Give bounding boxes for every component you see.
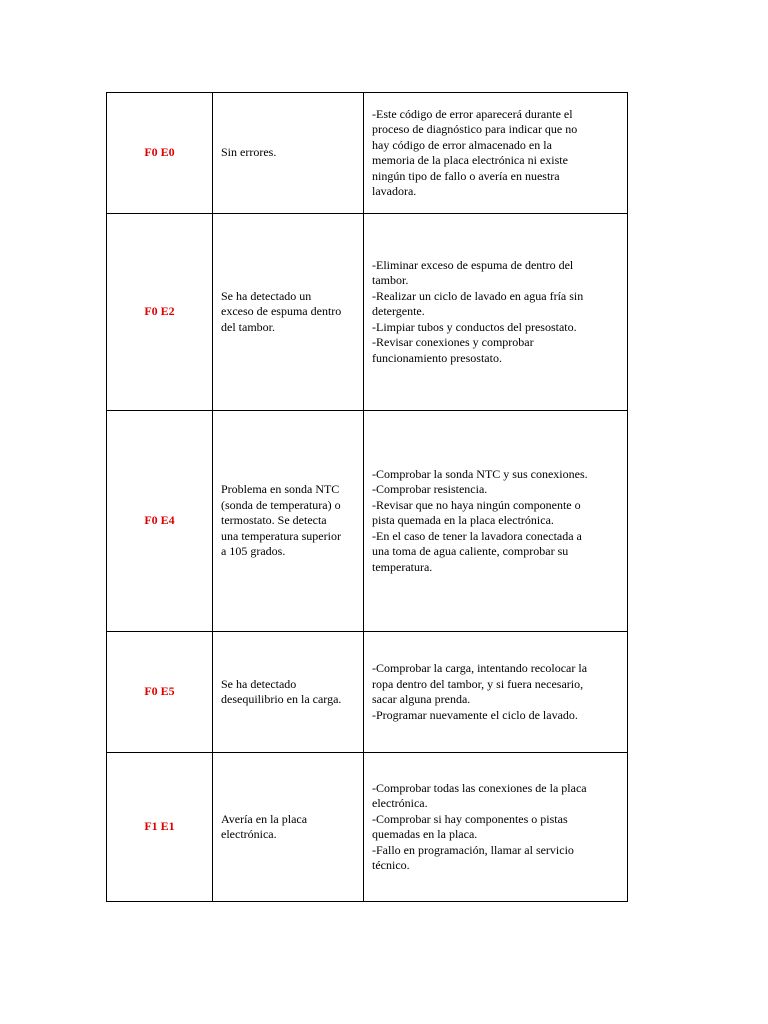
description-line: termostato. Se detecta — [221, 513, 327, 528]
action-line: -Este código de error aparecerá durante el — [372, 106, 573, 121]
error-code: F0 E5 — [107, 632, 213, 753]
action-line: ningún tipo de fallo o avería en nuestra — [372, 168, 560, 183]
action-line: quemadas en la placa. — [372, 827, 478, 841]
error-actions — [364, 93, 628, 214]
error-code-table-body — [107, 93, 628, 902]
error-code: F1 E1 — [107, 753, 213, 902]
action-line: -Comprobar resistencia. — [372, 482, 488, 497]
action-line: electrónica. — [372, 796, 428, 810]
table-row — [107, 93, 628, 214]
action-line: -Fallo en programación, llamar al servicio — [372, 842, 574, 857]
action-line: -Limpiar tubos y conductos del presostato. — [372, 319, 577, 334]
action-line: -Comprobar la sonda NTC y sus conexiones. — [372, 466, 588, 481]
description-line: Se ha detectado — [221, 676, 297, 691]
description-line: del tambor. — [221, 319, 275, 334]
action-line: pista quemada en la placa electrónica. — [372, 513, 554, 528]
error-description — [213, 753, 364, 902]
action-line: ropa dentro del tambor, y si fuera necesario, — [372, 676, 584, 691]
action-line: sacar alguna prenda. — [372, 692, 471, 706]
table-row — [107, 214, 628, 411]
error-description — [213, 411, 364, 632]
description-line: (sonda de temperatura) o — [221, 497, 341, 512]
action-line: -Eliminar exceso de espuma de dentro del — [372, 257, 574, 272]
action-line: proceso de diagnóstico para indicar que no — [372, 122, 578, 136]
action-line: una toma de agua caliente, comprobar su — [372, 544, 569, 559]
error-code: F0 E0 — [107, 93, 213, 214]
description-line: Problema en sonda NTC — [221, 482, 340, 497]
action-line: -En el caso de tener la lavadora conectada a — [372, 528, 582, 543]
action-line: -Realizar un ciclo de lavado en agua fría sin — [372, 288, 584, 303]
action-line: -Comprobar si hay componentes o pistas — [372, 811, 568, 826]
action-line: hay código de error almacenado en la — [372, 137, 552, 152]
table-row — [107, 411, 628, 632]
error-code: F0 E4 — [107, 411, 213, 632]
error-description — [213, 93, 364, 214]
error-description — [213, 214, 364, 411]
description-line: exceso de espuma dentro — [221, 304, 342, 319]
action-line: -Programar nuevamente el ciclo de lavado. — [372, 707, 578, 722]
action-line: tambor. — [372, 273, 409, 288]
table-row — [107, 632, 628, 753]
error-code: F0 E2 — [107, 214, 213, 411]
description-line: electrónica. — [221, 827, 277, 841]
action-line: -Revisar conexiones y comprobar — [372, 335, 534, 350]
action-line: memoria de la placa electrónica ni existe — [372, 153, 568, 167]
action-line: detergente. — [372, 304, 425, 319]
action-line: lavadora. — [372, 184, 417, 198]
action-line: -Comprobar todas las conexiones de la placa — [372, 780, 587, 795]
action-line: temperatura. — [372, 559, 433, 574]
action-line: funcionamiento presostato. — [372, 350, 502, 365]
table-row — [107, 753, 628, 902]
error-description — [213, 632, 364, 753]
description-line: Avería en la placa — [221, 811, 308, 826]
error-actions — [364, 753, 628, 902]
description-line: a 105 grados. — [221, 544, 286, 559]
description-line: Se ha detectado un — [221, 288, 312, 303]
error-actions — [364, 411, 628, 632]
action-line: -Comprobar la carga, intentando recolocar la — [372, 661, 588, 675]
action-line: técnico. — [372, 858, 410, 872]
error-actions — [364, 632, 628, 753]
error-actions — [364, 214, 628, 411]
description-line: desequilibrio en la carga. — [221, 692, 342, 706]
description-line: Sin errores. — [221, 145, 277, 160]
error-code-table — [106, 92, 628, 902]
action-line: -Revisar que no haya ningún componente o — [372, 497, 581, 512]
description-line: una temperatura superior — [221, 528, 341, 543]
